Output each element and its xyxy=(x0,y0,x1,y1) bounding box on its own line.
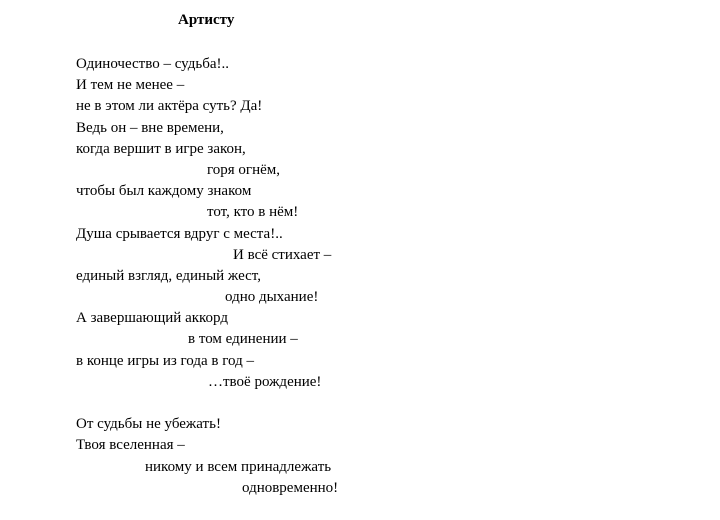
poem-line: Ведь он – вне времени, xyxy=(76,119,224,136)
poem-body xyxy=(76,54,676,499)
poem-line: …твоё рождение! xyxy=(208,373,322,390)
poem-line: одно дыхание! xyxy=(225,289,319,306)
stanza-break xyxy=(76,393,676,414)
poem-line: Душа срывается вдруг с места!.. xyxy=(76,225,283,242)
poem-title: Артисту xyxy=(178,12,235,28)
poem-line: одновременно! xyxy=(242,479,339,496)
poem-line: А завершающий аккорд xyxy=(76,310,228,327)
poem-line: От судьбы не убежать! xyxy=(76,416,221,433)
poem-line: не в этом ли актёра суть? Да! xyxy=(76,98,263,115)
poem-line: И всё стихает – xyxy=(233,246,332,263)
poem-line: И тем не менее – xyxy=(76,77,185,94)
poem-line: тот, кто в нём! xyxy=(207,204,299,221)
poem-line: когда вершит в игре закон, xyxy=(76,140,246,157)
poem-line: горя огнём, xyxy=(207,161,281,178)
poem-line: чтобы был каждому знаком xyxy=(76,183,252,200)
stanza xyxy=(76,54,676,393)
poem-line: Твоя вселенная – xyxy=(76,437,185,454)
poem-line: никому и всем принадлежать xyxy=(145,458,332,475)
poem-line: единый взгляд, единый жест, xyxy=(76,267,261,284)
poem-line: в том единении – xyxy=(188,331,298,348)
stanza xyxy=(76,414,676,499)
poem-line: Одиночество – судьба!.. xyxy=(76,56,229,72)
poem-line: в конце игры из года в год – xyxy=(76,352,254,369)
